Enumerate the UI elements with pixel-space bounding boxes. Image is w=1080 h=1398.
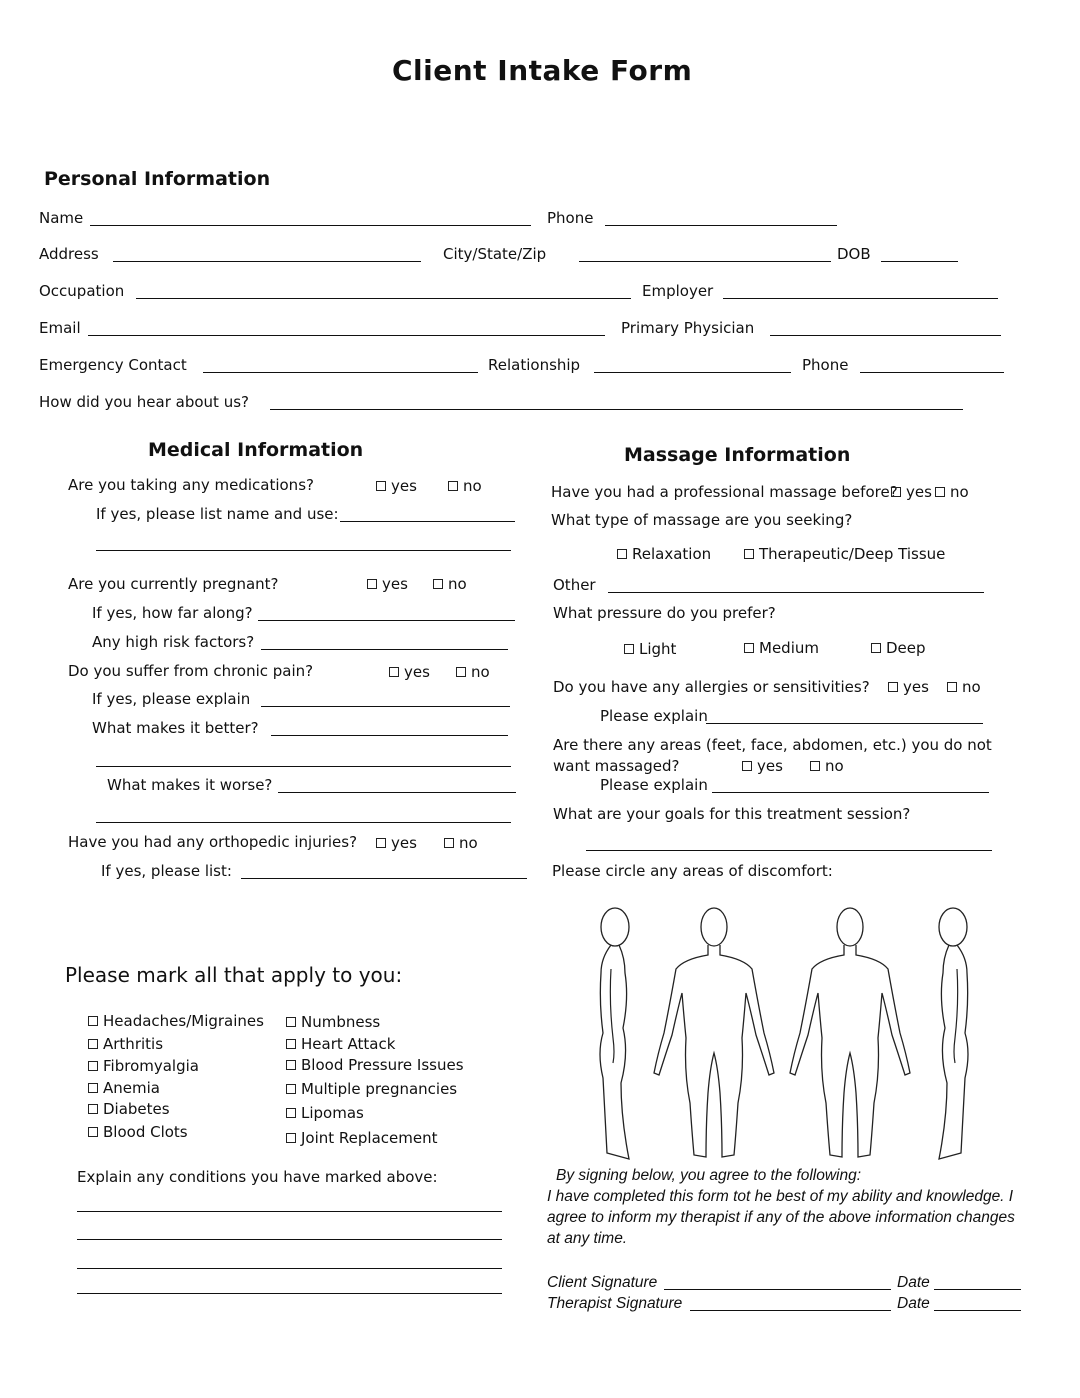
- option-label: Therapeutic/Deep Tissue: [759, 545, 946, 563]
- areas-question-line1: Are there any areas (feet, face, abdomen, etc.) you do not: [553, 736, 992, 754]
- emergency-phone-field[interactable]: [860, 372, 1004, 373]
- pressure-medium[interactable]: [744, 638, 819, 658]
- condition-diabetes[interactable]: [88, 1099, 170, 1119]
- city-state-zip-label: City/State/Zip: [443, 245, 547, 263]
- pregnant-question: Are you currently pregnant?: [68, 575, 279, 593]
- page-title: Client Intake Form: [392, 54, 693, 87]
- personal-heading: Personal Information: [44, 168, 271, 190]
- option-label: no: [950, 483, 969, 501]
- email-field[interactable]: [88, 335, 605, 336]
- checkbox-icon: [376, 481, 386, 491]
- employer-field[interactable]: [723, 298, 998, 299]
- condition-label: Fibromyalgia: [103, 1057, 199, 1075]
- checkbox-icon: [456, 667, 466, 677]
- condition-heart-attack[interactable]: [286, 1034, 395, 1054]
- primary-physician-label: Primary Physician: [621, 319, 755, 337]
- occupation-label: Occupation: [39, 282, 125, 300]
- pressure-question: What pressure do you prefer?: [553, 604, 776, 622]
- employer-label: Employer: [642, 282, 714, 300]
- condition-joint-replacement[interactable]: [286, 1128, 438, 1148]
- checkbox-icon: [367, 579, 377, 589]
- medications-question: Are you taking any medications?: [68, 476, 314, 494]
- dob-label: DOB: [837, 245, 871, 263]
- checkbox-icon: [947, 682, 957, 692]
- condition-label: Joint Replacement: [301, 1129, 438, 1147]
- primary-physician-field[interactable]: [770, 335, 1001, 336]
- better-label: What makes it better?: [92, 719, 259, 737]
- pressure-deep[interactable]: [871, 638, 926, 658]
- option-label: yes: [903, 678, 929, 696]
- option-label: Light: [639, 640, 677, 658]
- orthopedic-no[interactable]: [444, 833, 478, 853]
- address-field[interactable]: [113, 261, 421, 262]
- condition-label: Diabetes: [103, 1100, 170, 1118]
- worse-label: What makes it worse?: [107, 776, 273, 794]
- body-diagram[interactable]: [560, 895, 1000, 1165]
- checkbox-icon: [448, 481, 458, 491]
- explain-field-1[interactable]: [77, 1211, 502, 1212]
- condition-blood-clots[interactable]: [88, 1122, 188, 1142]
- allergies-explain-label: Please explain: [600, 707, 708, 725]
- condition-multiple-pregnancies[interactable]: [286, 1079, 457, 1099]
- orthopedic-yes[interactable]: [376, 833, 417, 853]
- phone-field[interactable]: [605, 225, 837, 226]
- how-far-field[interactable]: [258, 620, 515, 621]
- professional-massage-question: Have you had a professional massage before?: [551, 483, 898, 501]
- checkbox-icon: [88, 1104, 98, 1114]
- better-field[interactable]: [271, 735, 508, 736]
- condition-label: Numbness: [301, 1013, 381, 1031]
- client-date-label: Date: [897, 1274, 930, 1291]
- checkbox-icon: [744, 643, 754, 653]
- condition-label: Arthritis: [103, 1035, 164, 1053]
- pain-explain-field[interactable]: [261, 706, 510, 707]
- condition-label: Multiple pregnancies: [301, 1080, 458, 1098]
- option-label: yes: [382, 575, 408, 593]
- massage-heading: Massage Information: [624, 444, 851, 466]
- checkbox-icon: [286, 1133, 296, 1143]
- option-label: no: [471, 663, 490, 681]
- condition-label: Anemia: [103, 1079, 160, 1097]
- therapist-date-field[interactable]: [934, 1310, 1021, 1311]
- email-label: Email: [39, 319, 81, 337]
- condition-numbness[interactable]: [286, 1012, 380, 1032]
- checkbox-icon: [744, 549, 754, 559]
- pressure-light[interactable]: [624, 639, 676, 659]
- type-therapeutic[interactable]: [744, 544, 945, 564]
- checkbox-icon: [88, 1039, 98, 1049]
- allergies-no[interactable]: [947, 677, 981, 697]
- areas-question-line2: want massaged?: [553, 757, 680, 775]
- pregnant-no[interactable]: [433, 574, 467, 594]
- condition-label: Blood Clots: [103, 1123, 188, 1141]
- checkbox-icon: [444, 838, 454, 848]
- phone-label: Phone: [547, 209, 594, 227]
- client-date-field[interactable]: [934, 1289, 1021, 1290]
- areas-yes[interactable]: [742, 756, 783, 776]
- option-label: no: [459, 834, 478, 852]
- option-label: yes: [757, 757, 783, 775]
- checkbox-icon: [88, 1061, 98, 1071]
- orthopedic-question: Have you had any orthopedic injuries?: [68, 833, 358, 851]
- allergies-question: Do you have any allergies or sensitivities?: [553, 678, 870, 696]
- option-label: yes: [906, 483, 932, 501]
- condition-anemia[interactable]: [88, 1078, 160, 1098]
- medications-list-label: If yes, please list name and use:: [96, 505, 339, 523]
- areas-no[interactable]: [810, 756, 844, 776]
- emergency-contact-label: Emergency Contact: [39, 356, 187, 374]
- medications-list-field-2[interactable]: [96, 550, 511, 551]
- other-label: Other: [553, 576, 596, 594]
- city-state-zip-field[interactable]: [579, 261, 831, 262]
- option-label: no: [463, 477, 482, 495]
- checkbox-icon: [433, 579, 443, 589]
- chronic-pain-yes[interactable]: [389, 662, 430, 682]
- therapist-signature-label: Therapist Signature: [547, 1295, 683, 1312]
- body-front[interactable]: [654, 908, 774, 1157]
- checkbox-icon: [286, 1039, 296, 1049]
- condition-arthritis[interactable]: [88, 1034, 163, 1054]
- checkbox-icon: [376, 838, 386, 848]
- goals-field[interactable]: [586, 850, 992, 851]
- allergies-explain-field[interactable]: [706, 723, 983, 724]
- body-side-right[interactable]: [939, 908, 968, 1159]
- client-signature-label: Client Signature: [547, 1274, 658, 1291]
- checkbox-icon: [88, 1083, 98, 1093]
- body-back[interactable]: [790, 908, 910, 1157]
- how-far-label: If yes, how far along?: [92, 604, 253, 622]
- explain-conditions-label: Explain any conditions you have marked above:: [77, 1168, 438, 1186]
- checkbox-icon: [286, 1017, 296, 1027]
- agreement-intro: By signing below, you agree to the following:: [556, 1167, 862, 1184]
- option-label: no: [962, 678, 981, 696]
- other-field[interactable]: [608, 592, 984, 593]
- high-risk-label: Any high risk factors?: [92, 633, 255, 651]
- emergency-contact-field[interactable]: [203, 372, 478, 373]
- occupation-field[interactable]: [136, 298, 631, 299]
- therapist-signature-field[interactable]: [690, 1310, 891, 1311]
- areas-explain-label: Please explain: [600, 776, 708, 794]
- professional-no[interactable]: [935, 482, 969, 502]
- dob-field[interactable]: [881, 261, 958, 262]
- checkbox-icon: [286, 1084, 296, 1094]
- option-label: Deep: [886, 639, 926, 657]
- chronic-pain-question: Do you suffer from chronic pain?: [68, 662, 314, 680]
- worse-field[interactable]: [278, 792, 516, 793]
- explain-field-2[interactable]: [77, 1239, 502, 1240]
- checkbox-icon: [624, 644, 634, 654]
- condition-label: Headaches/Migraines: [103, 1012, 264, 1030]
- hear-about-label: How did you hear about us?: [39, 393, 249, 411]
- orthopedic-list-label: If yes, please list:: [101, 862, 232, 880]
- medications-yes[interactable]: [376, 476, 417, 496]
- chronic-pain-no[interactable]: [456, 662, 490, 682]
- circle-areas-label: Please circle any areas of discomfort:: [552, 862, 833, 880]
- medications-list-field[interactable]: [340, 521, 515, 522]
- body-side-left[interactable]: [600, 908, 629, 1159]
- condition-fibromyalgia[interactable]: [88, 1056, 199, 1076]
- option-label: yes: [404, 663, 430, 681]
- better-field-2[interactable]: [96, 766, 511, 767]
- worse-field-2[interactable]: [96, 822, 511, 823]
- name-label: Name: [39, 209, 84, 227]
- checkbox-icon: [871, 643, 881, 653]
- option-label: no: [448, 575, 467, 593]
- option-label: Relaxation: [632, 545, 712, 563]
- explain-field-4[interactable]: [77, 1293, 502, 1294]
- agreement-line3: at any time.: [547, 1230, 628, 1247]
- condition-label: Lipomas: [301, 1104, 364, 1122]
- option-label: Medium: [759, 639, 819, 657]
- professional-yes[interactable]: [891, 482, 932, 502]
- checkbox-icon: [888, 682, 898, 692]
- condition-label: Heart Attack: [301, 1035, 396, 1053]
- checkbox-icon: [389, 667, 399, 677]
- relationship-field[interactable]: [594, 372, 791, 373]
- emergency-phone-label: Phone: [802, 356, 849, 374]
- address-label: Address: [39, 245, 99, 263]
- checkbox-icon: [891, 487, 901, 497]
- checkbox-icon: [88, 1016, 98, 1026]
- checkbox-icon: [617, 549, 627, 559]
- type-relaxation[interactable]: [617, 544, 711, 564]
- condition-label: Blood Pressure Issues: [301, 1056, 464, 1074]
- condition-blood-pressure[interactable]: [286, 1055, 464, 1075]
- checkbox-icon: [742, 761, 752, 771]
- therapist-date-label: Date: [897, 1295, 930, 1312]
- pain-explain-label: If yes, please explain: [92, 690, 251, 708]
- checkbox-icon: [810, 761, 820, 771]
- goals-question: What are your goals for this treatment session?: [553, 805, 911, 823]
- orthopedic-list-field[interactable]: [241, 878, 527, 879]
- condition-lipomas[interactable]: [286, 1103, 364, 1123]
- option-label: yes: [391, 477, 417, 495]
- checkbox-icon: [88, 1127, 98, 1137]
- hear-about-field[interactable]: [270, 409, 963, 410]
- relationship-label: Relationship: [488, 356, 581, 374]
- pregnant-yes[interactable]: [367, 574, 408, 594]
- checkbox-icon: [286, 1108, 296, 1118]
- checkbox-icon: [935, 487, 945, 497]
- option-label: yes: [391, 834, 417, 852]
- condition-headaches[interactable]: [88, 1011, 264, 1031]
- conditions-heading: Please mark all that apply to you:: [65, 963, 403, 987]
- name-field[interactable]: [90, 225, 531, 226]
- allergies-yes[interactable]: [888, 677, 929, 697]
- option-label: no: [825, 757, 844, 775]
- areas-explain-field[interactable]: [712, 792, 989, 793]
- explain-field-3[interactable]: [77, 1268, 502, 1269]
- medical-heading: Medical Information: [148, 439, 364, 461]
- high-risk-field[interactable]: [261, 649, 508, 650]
- agreement-line1: I have completed this form tot he best of my ability and knowledge. I: [547, 1188, 1014, 1205]
- massage-type-question: What type of massage are you seeking?: [551, 511, 853, 529]
- checkbox-icon: [286, 1060, 296, 1070]
- client-signature-field[interactable]: [664, 1289, 891, 1290]
- agreement-line2: agree to inform my therapist if any of the above information changes: [547, 1209, 1015, 1226]
- medications-no[interactable]: [448, 476, 482, 496]
